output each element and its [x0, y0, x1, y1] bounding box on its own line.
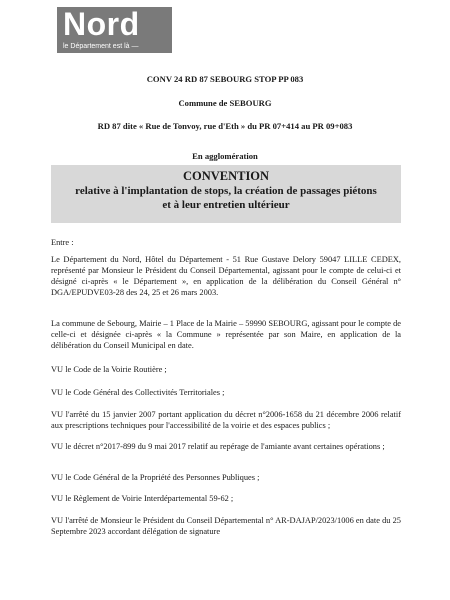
zone-heading: En agglomération — [192, 151, 258, 161]
banner-subtitle-line1: relative à l'implantation de stops, la création de passages piétons — [75, 185, 377, 197]
convention-reference: CONV 24 RD 87 SEBOURG STOP PP 083 — [146, 74, 304, 84]
vu-code-propriete: VU le Code Général de la Propriété des Personnes Publiques ; — [51, 473, 260, 482]
banner-subtitle-line2: et à leur entretien ultérieur — [162, 199, 290, 211]
vu-decret-2017: VU le décret n°2017-899 du 9 mai 2017 relatif au repérage de l'amiante avant certaines opérations ; — [51, 442, 385, 451]
nord-logo — [57, 7, 172, 53]
vu-code-collectivites: VU le Code Général des Collectivités Territoriales ; — [51, 388, 225, 397]
party-commune: La commune de Sebourg, Mairie – 1 Place de la Mairie – 59990 SEBOURG, agissant pour le compte de celle-ci et désignée ci-après « la Commune » représentée par son Maire, en application de la délibération du Conseil Municipal en date. — [51, 319, 401, 350]
vu-reglement-voirie: VU le Règlement de Voirie Interdépartemental 59-62 ; — [51, 494, 234, 503]
commune-heading: Commune de SEBOURG — [178, 98, 272, 108]
vu-arrete-2007: VU l'arrêté du 15 janvier 2007 portant application du décret n°2006-1658 du 21 décembre 2006 relatif aux prescriptions techniques pour l'accessibilité de la voirie et des espaces publics ; — [51, 410, 401, 430]
banner-title: CONVENTION — [182, 169, 270, 183]
route-heading: RD 87 dite « Rue de Tonvoy, rue d'Eth » du PR 07+414 au PR 09+083 — [97, 121, 353, 131]
logo-tagline: le Département est là — — [63, 43, 139, 50]
entre-label: Entre : — [51, 238, 74, 247]
party-departement: Le Département du Nord, Hôtel du Département - 51 Rue Gustave Delory 59047 LILLE CEDEX, représenté par Monsieur le Président du Conseil Départemental, agissant pour le compte de celui-ci et désigné ci-après « le Département », en application de la délibération du Conseil Général n° DGA/EPUDVE03-28 des 24, 25 et 26 mars 2003. — [51, 255, 401, 297]
vu-code-voirie: VU le Code de la Voirie Routière ; — [51, 365, 167, 374]
logo-word: Nord — [63, 6, 140, 42]
vu-arrete-delegation: VU l'arrêté de Monsieur le Président du Conseil Départemental n° AR-DAJAP/2023/1006 en date du 25 Septembre 2023 accordant délégation de signature — [51, 516, 401, 536]
title-banner — [51, 165, 401, 223]
